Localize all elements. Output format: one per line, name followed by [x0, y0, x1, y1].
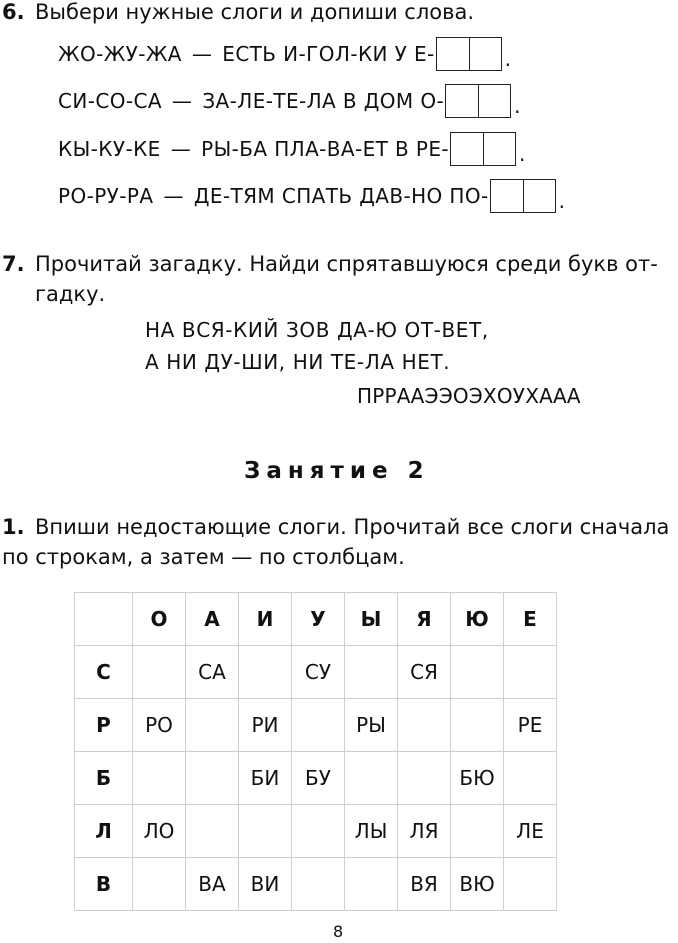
syllable-cell[interactable]: БЮ — [451, 752, 504, 805]
table-row — [75, 805, 557, 858]
syllable-cell[interactable]: ЛЫ — [345, 805, 398, 858]
task-6-instruction: Выбери нужные слоги и допиши слова. — [35, 0, 475, 24]
section-title: Занятие 2 — [244, 458, 430, 484]
vowel-header: И — [239, 593, 292, 646]
syllable-cell[interactable] — [345, 752, 398, 805]
consonant-header: Р — [75, 699, 133, 752]
syllable-cell[interactable] — [292, 699, 345, 752]
answer-box[interactable] — [469, 38, 501, 70]
syllable-cell[interactable]: СА — [186, 646, 239, 699]
dash: — — [163, 184, 184, 208]
table-row — [75, 646, 557, 699]
phrase: ЕСТЬ И-ГОЛ-КИ У Е- — [222, 42, 435, 66]
task-6-row-3 — [58, 132, 526, 166]
syllable-cell[interactable] — [504, 752, 557, 805]
syllable-cell[interactable] — [133, 752, 186, 805]
task-6-row-1 — [58, 37, 511, 71]
hidden-answer-letters: ПРРААЭЭОЭХОУХААА — [357, 384, 581, 408]
task-1-number: 1. — [2, 515, 25, 539]
task-6-row-4 — [58, 179, 565, 213]
syllable-cell[interactable] — [292, 805, 345, 858]
syllable-cell[interactable] — [292, 858, 345, 911]
dash: — — [191, 42, 213, 66]
syllable-cell[interactable]: РИ — [239, 699, 292, 752]
vowel-header: Я — [398, 593, 451, 646]
syllable-cell[interactable] — [133, 646, 186, 699]
syllable-cell[interactable]: БУ — [292, 752, 345, 805]
syllable-options: ЖО-ЖУ-ЖА — [58, 42, 182, 66]
syllable-cell[interactable]: СЯ — [398, 646, 451, 699]
syllable-cell[interactable] — [451, 805, 504, 858]
answer-box[interactable] — [483, 133, 515, 165]
period: . — [514, 94, 521, 118]
syllable-cell[interactable]: БИ — [239, 752, 292, 805]
dash: — — [170, 137, 192, 161]
syllable-options: КЫ-КУ-КЕ — [58, 137, 161, 161]
dash: — — [171, 89, 193, 113]
syllable-cell[interactable] — [345, 646, 398, 699]
table-row — [75, 752, 557, 805]
syllable-cell[interactable] — [186, 699, 239, 752]
consonant-header: Б — [75, 752, 133, 805]
answer-box[interactable] — [523, 180, 555, 212]
task-6-row-2 — [58, 84, 521, 118]
riddle-line-1: НА ВСЯ-КИЙ ЗОВ ДА-Ю ОТ-ВЕТ, — [145, 318, 489, 342]
syllable-cell[interactable] — [186, 805, 239, 858]
syllable-cell[interactable] — [239, 646, 292, 699]
syllable-cell[interactable]: РЕ — [504, 699, 557, 752]
syllable-cell[interactable] — [451, 699, 504, 752]
vowel-header: Е — [504, 593, 557, 646]
table-header-row — [75, 593, 557, 646]
task-1-instruction-line-2: по строкам, а затем — по столбцам. — [2, 545, 405, 569]
syllable-cell[interactable]: ВЮ — [451, 858, 504, 911]
syllable-cell[interactable]: ВА — [186, 858, 239, 911]
syllable-cell[interactable] — [398, 752, 451, 805]
period: . — [558, 189, 566, 213]
riddle-line-2: А НИ ДУ-ШИ, НИ ТЕ-ЛА НЕТ. — [145, 350, 451, 374]
consonant-header: В — [75, 858, 133, 911]
syllable-cell[interactable]: РО — [133, 699, 186, 752]
syllable-cell[interactable] — [398, 699, 451, 752]
task-1-instruction-line-1: Впиши недостающие слоги. Прочитай все слоги сначала — [35, 515, 670, 539]
syllable-options: СИ-СО-СА — [58, 89, 162, 113]
syllable-cell[interactable] — [186, 752, 239, 805]
period: . — [504, 47, 512, 71]
phrase: ЗА-ЛЕ-ТЕ-ЛА В ДОМ О- — [202, 89, 445, 113]
period: . — [519, 142, 526, 166]
answer-box[interactable] — [478, 85, 510, 117]
syllable-table — [74, 592, 557, 911]
syllable-cell[interactable]: ВЯ — [398, 858, 451, 911]
syllable-cell[interactable] — [345, 858, 398, 911]
answer-box[interactable] — [437, 38, 469, 70]
answer-box[interactable] — [446, 85, 478, 117]
syllable-cell[interactable] — [504, 858, 557, 911]
syllable-cell[interactable] — [504, 646, 557, 699]
syllable-cell[interactable] — [451, 646, 504, 699]
syllable-cell[interactable]: ВИ — [239, 858, 292, 911]
task-7-instruction-line-2: гадку. — [35, 282, 106, 306]
task-6-number: 6. — [2, 0, 25, 24]
vowel-header: О — [133, 593, 186, 646]
syllable-cell[interactable]: РЫ — [345, 699, 398, 752]
phrase: ДЕ-ТЯМ СПАТЬ ДАВ-НО ПО- — [193, 184, 489, 208]
syllable-options: РО-РУ-РА — [58, 184, 154, 208]
table-row — [75, 858, 557, 911]
consonant-header: Л — [75, 805, 133, 858]
table-corner-cell — [75, 593, 133, 646]
syllable-cell[interactable]: ЛЯ — [398, 805, 451, 858]
syllable-cell[interactable] — [239, 805, 292, 858]
vowel-header: Ы — [345, 593, 398, 646]
answer-boxes[interactable] — [450, 132, 516, 166]
task-7-instruction-line-1: Прочитай загадку. Найди спрятавшуюся среди букв от- — [35, 252, 658, 276]
task-7-number: 7. — [2, 252, 25, 276]
syllable-cell[interactable]: СУ — [292, 646, 345, 699]
answer-boxes[interactable] — [436, 37, 502, 71]
vowel-header: Ю — [451, 593, 504, 646]
syllable-cell[interactable] — [133, 858, 186, 911]
phrase: РЫ-БА ПЛА-ВА-ЕТ В РЕ- — [201, 137, 449, 161]
syllable-cell[interactable]: ЛО — [133, 805, 186, 858]
answer-boxes[interactable] — [445, 84, 511, 118]
page-number: 8 — [333, 922, 344, 941]
syllable-cell[interactable]: ЛЕ — [504, 805, 557, 858]
table-row — [75, 699, 557, 752]
answer-box[interactable] — [491, 180, 523, 212]
vowel-header: А — [186, 593, 239, 646]
answer-box[interactable] — [451, 133, 483, 165]
answer-boxes[interactable] — [490, 179, 556, 213]
vowel-header: У — [292, 593, 345, 646]
consonant-header: С — [75, 646, 133, 699]
